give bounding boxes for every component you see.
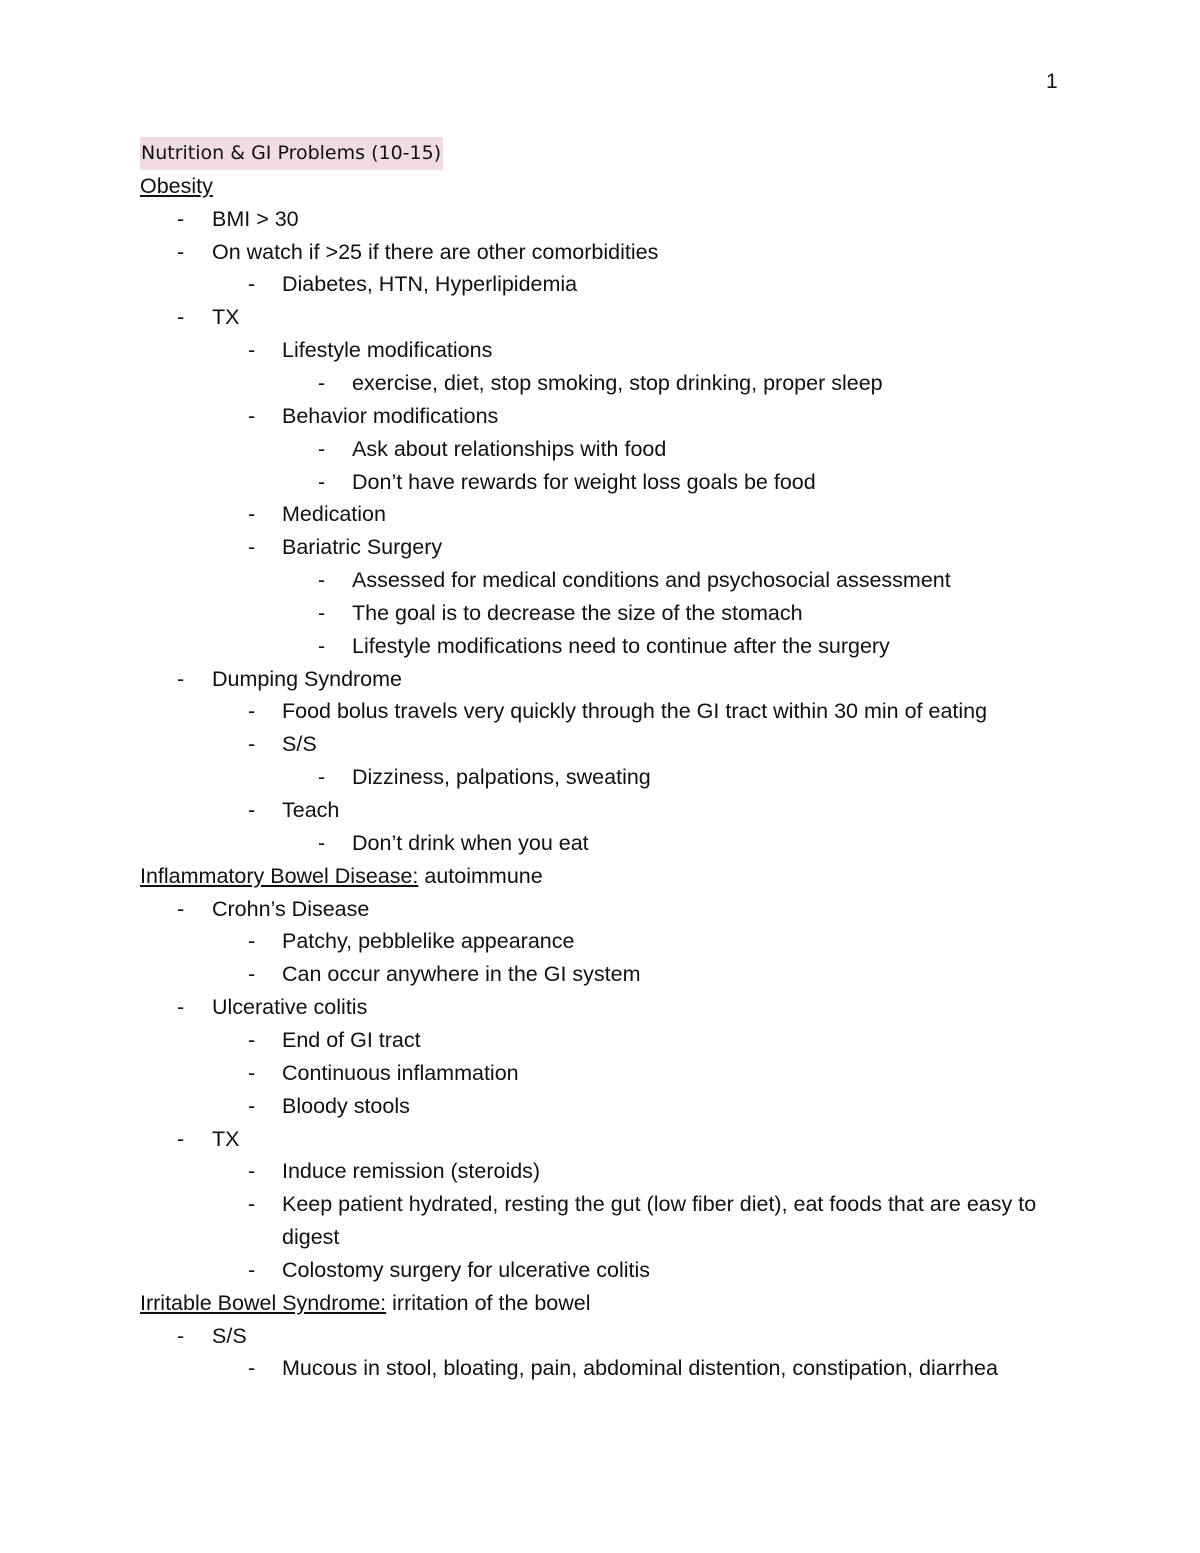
list-item-text: Behavior modifications <box>282 403 499 428</box>
list-item <box>0 1057 1200 1090</box>
bullet-dash: - <box>177 1323 185 1348</box>
section-heading <box>140 1287 591 1320</box>
bullet-dash: - <box>248 1356 256 1381</box>
list-item <box>0 728 1200 761</box>
list-item-text: TX <box>212 1126 240 1151</box>
list-item-text: Keep patient hydrated, resting the gut (low fiber diet), eat foods that are easy to <box>282 1192 1037 1217</box>
bullet-dash: - <box>177 896 185 921</box>
list-item <box>0 203 1200 236</box>
list-item <box>0 367 1200 400</box>
list-item <box>0 236 1200 269</box>
list-item <box>0 663 1200 696</box>
list-item-text: Bariatric Surgery <box>282 535 443 560</box>
list-item <box>0 958 1200 991</box>
list-item-text: Colostomy surgery for ulcerative colitis <box>282 1257 651 1282</box>
section-heading-suffix: autoimmune <box>418 863 543 888</box>
bullet-dash: - <box>177 239 185 264</box>
section-heading-suffix: irritation of the bowel <box>386 1290 591 1315</box>
bullet-dash: - <box>318 370 326 395</box>
list-item-text: Dumping Syndrome <box>212 666 403 691</box>
list-item-text: Food bolus travels very quickly through the GI tract within 30 min of eating <box>282 699 988 724</box>
section-heading <box>140 860 543 893</box>
bullet-dash: - <box>248 1257 256 1282</box>
bullet-dash: - <box>318 436 326 461</box>
list-item <box>0 1024 1200 1057</box>
bullet-dash: - <box>248 1159 256 1184</box>
list-item <box>0 433 1200 466</box>
list-item-text: Don’t drink when you eat <box>352 830 589 855</box>
list-item-text: Don’t have rewards for weight loss goals be food <box>352 469 816 494</box>
list-item-text: The goal is to decrease the size of the stomach <box>352 600 803 625</box>
title-line <box>0 137 1200 170</box>
list-item-text: Continuous inflammation <box>282 1060 519 1085</box>
list-item <box>0 761 1200 794</box>
bullet-dash: - <box>318 830 326 855</box>
list-item <box>0 925 1200 958</box>
list-item-text: S/S <box>212 1323 247 1348</box>
list-item-text: Induce remission (steroids) <box>282 1159 541 1184</box>
list-item-text: Mucous in stool, bloating, pain, abdominal distention, constipation, diarrhea <box>282 1356 998 1381</box>
bullet-dash: - <box>248 798 256 822</box>
bullet-dash: - <box>248 929 256 954</box>
list-item <box>0 794 1200 827</box>
list-item-text: digest <box>282 1225 340 1250</box>
bullet-dash: - <box>318 469 326 494</box>
list-item <box>0 498 1200 531</box>
bullet-dash: - <box>248 962 256 987</box>
list-item-text: On watch if >25 if there are other comorbidities <box>212 239 659 264</box>
bullet-dash: - <box>177 206 185 231</box>
bullet-dash: - <box>248 1060 256 1085</box>
bullet-dash: - <box>248 502 256 527</box>
list-item-text: exercise, diet, stop smoking, stop drinking, proper sleep <box>352 370 883 395</box>
bullet-dash: - <box>248 535 256 560</box>
bullet-dash: - <box>248 338 256 363</box>
list-item <box>0 630 1200 663</box>
bullet-dash: - <box>248 699 256 724</box>
list-item-text: Crohn’s Disease <box>212 896 370 921</box>
page-number: 1 <box>1046 70 1058 93</box>
list-item-text: End of GI tract <box>282 1027 421 1052</box>
list-item <box>0 695 1200 728</box>
bullet-dash: - <box>177 305 185 330</box>
section-heading-line <box>0 860 1200 893</box>
list-item-text: Can occur anywhere in the GI system <box>282 962 641 987</box>
section-heading-text: Inflammatory Bowel Disease: <box>140 863 419 888</box>
bullet-dash: - <box>177 666 185 691</box>
bullet-dash: - <box>177 1126 185 1151</box>
list-item-text: Diabetes, HTN, Hyperlipidemia <box>282 272 578 297</box>
list-item-text: Medication <box>282 502 386 527</box>
bullet-dash: - <box>248 732 256 757</box>
section-heading-line <box>0 170 1200 203</box>
list-item <box>0 1188 1200 1221</box>
list-item <box>0 531 1200 564</box>
list-item <box>0 991 1200 1024</box>
list-item-text: Ask about relationships with food <box>352 436 667 461</box>
bullet-dash: - <box>318 633 326 658</box>
bullet-dash: - <box>318 568 326 593</box>
list-item <box>0 1254 1200 1287</box>
list-item-text: Assessed for medical conditions and psychosocial assessment <box>352 568 951 593</box>
list-item-text: Dizziness, palpations, sweating <box>352 765 651 790</box>
list-item <box>0 301 1200 334</box>
section-heading-line <box>0 1287 1200 1320</box>
list-item-text: S/S <box>282 732 317 757</box>
bullet-dash: - <box>318 765 326 790</box>
list-item-text: BMI > 30 <box>212 206 299 231</box>
list-item <box>0 1090 1200 1123</box>
list-item <box>0 268 1200 301</box>
list-item <box>0 597 1200 630</box>
list-item <box>0 893 1200 926</box>
list-item-text: Bloody stools <box>282 1093 410 1118</box>
section-heading-text: Obesity <box>140 173 213 198</box>
list-item-text: Lifestyle modifications <box>282 338 493 363</box>
bullet-dash: - <box>318 600 326 625</box>
list-item <box>0 1320 1200 1353</box>
list-item <box>0 466 1200 499</box>
bullet-dash: - <box>248 1093 256 1118</box>
bullet-dash: - <box>248 272 256 297</box>
section-heading-text: Irritable Bowel Syndrome: <box>140 1290 387 1315</box>
list-item-text: Lifestyle modifications need to continue after the surgery <box>352 633 890 658</box>
section-heading <box>140 170 213 203</box>
list-item <box>0 334 1200 367</box>
bullet-dash: - <box>248 1027 256 1052</box>
bullet-dash: - <box>248 1192 256 1217</box>
list-item <box>0 1155 1200 1188</box>
list-item-text: TX <box>212 305 240 330</box>
bullet-dash: - <box>248 403 256 428</box>
list-item-text: Patchy, pebblelike appearance <box>282 929 575 954</box>
list-item-text: Teach <box>282 798 340 822</box>
list-item <box>0 400 1200 433</box>
list-item <box>0 1123 1200 1156</box>
bullet-dash: - <box>177 995 185 1020</box>
list-item <box>0 827 1200 860</box>
list-item <box>0 564 1200 597</box>
document-title: Nutrition & GI Problems (10-15) <box>140 137 443 170</box>
list-item <box>0 1352 1200 1385</box>
list-item <box>0 1221 1200 1254</box>
list-item-text: Ulcerative colitis <box>212 995 368 1020</box>
